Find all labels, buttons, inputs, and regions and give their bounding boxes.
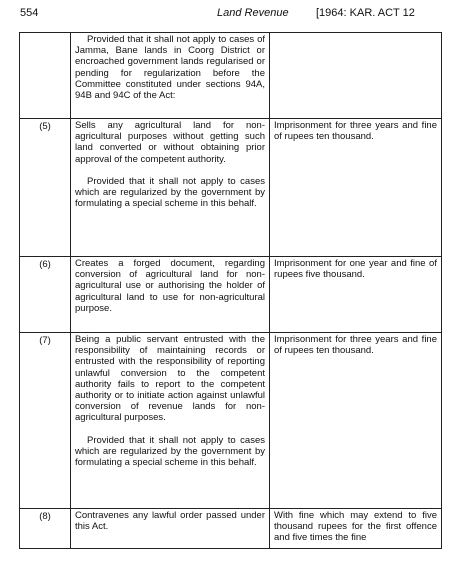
penalty-cell bbox=[270, 33, 442, 119]
offence-text: Contravenes any lawful order passed under this Act. bbox=[75, 510, 265, 533]
row-number: (5) bbox=[20, 119, 71, 257]
table-row bbox=[20, 33, 442, 119]
penalty-cell: Imprisonment for three years and fine of rupees ten thousand. bbox=[270, 119, 442, 257]
row-number: (7) bbox=[20, 333, 71, 509]
page-number: 554 bbox=[20, 7, 39, 19]
offence-text: Sells any agricultural land for non-agricultural purposes without getting such land converted or without obtaining prior approval of the competent authority. bbox=[75, 120, 265, 165]
row-number: (8) bbox=[20, 509, 71, 549]
row-number: (6) bbox=[20, 257, 71, 333]
penalty-cell: Imprisonment for one year and fine of rupees five thousand. bbox=[270, 257, 442, 333]
penalty-cell: With fine which may extend to five thousand rupees for the first offence and five times the fine bbox=[270, 509, 442, 549]
table-row bbox=[20, 333, 442, 509]
proviso-text: Provided that it shall not apply to cases which are regularized by the government by formulating a special scheme in this behalf. bbox=[75, 434, 265, 469]
proviso-text: Provided that it shall not apply to cases of Jamma, Bane lands in Coorg District or encroached government lands regularised or pending for regularization before the Committee constituted under sections 94A, 94B and 94C of the Act: bbox=[75, 34, 265, 102]
offence-cell bbox=[71, 333, 270, 509]
table-row bbox=[20, 509, 442, 549]
offence-cell bbox=[71, 119, 270, 257]
offence-text: Creates a forged document, regarding conversion of agricultural land for non-agricultural use or authorising the holder of agricultural land to use for non-agricultural purpose. bbox=[75, 258, 265, 314]
page-header bbox=[0, 6, 472, 24]
proviso-text: Provided that it shall not apply to cases which are regularized by the government by formulating a special scheme in this behalf. bbox=[75, 175, 265, 210]
penalty-cell: Imprisonment for three years and fine of rupees ten thousand. bbox=[270, 333, 442, 509]
running-title: Land Revenue bbox=[217, 7, 289, 19]
offence-text: Being a public servant entrusted with the responsibility of maintaining records or entrusted with the responsibility of reporting unlawful conversion to the competent authority fails to report to the competent authority or to initiate action against unlawful conversion of revenue lands for non-agricultural purposes. bbox=[75, 334, 265, 424]
table-row bbox=[20, 119, 442, 257]
offence-cell bbox=[71, 509, 270, 549]
table-row bbox=[20, 257, 442, 333]
act-reference: [1964: KAR. ACT 12 bbox=[316, 7, 415, 19]
offence-penalty-table bbox=[19, 32, 442, 549]
offence-cell bbox=[71, 33, 270, 119]
offence-cell bbox=[71, 257, 270, 333]
row-number bbox=[20, 33, 71, 119]
